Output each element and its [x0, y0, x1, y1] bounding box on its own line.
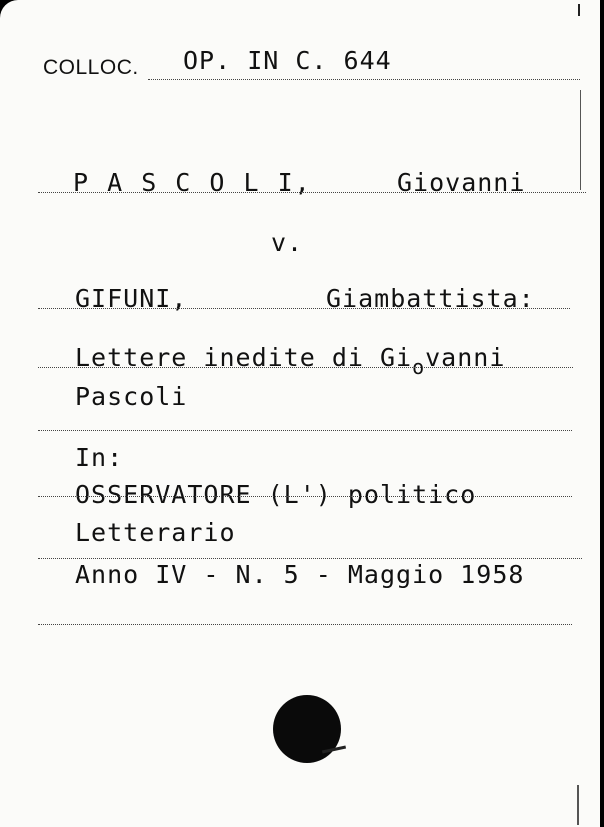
rule-line	[38, 192, 586, 193]
rule-line	[38, 558, 582, 559]
edge-mark	[577, 785, 579, 825]
rule-line	[38, 367, 573, 368]
title-line-1-sub: o	[412, 355, 426, 379]
journal-title-line-2: Letterario	[75, 518, 236, 547]
second-given-name: Giambattista:	[326, 284, 535, 313]
edge-mark	[580, 90, 581, 190]
rule-line	[38, 430, 572, 431]
punch-hole	[273, 695, 341, 763]
versus-text: v.	[271, 228, 304, 257]
title-line-1-start: Lettere inedite di Gi	[75, 343, 413, 372]
edge-mark	[578, 4, 580, 16]
rule-line	[38, 624, 572, 625]
in-label: In:	[75, 443, 124, 472]
call-number: OP. IN C. 644	[183, 46, 392, 75]
author-surname: P A S C O L I,	[73, 168, 312, 197]
title-line-1-end: vanni	[425, 343, 506, 372]
author-given-name: Giovanni	[397, 168, 526, 197]
rule-line	[148, 79, 580, 80]
colloc-label: COLLOC.	[43, 56, 139, 79]
journal-title: OSSERVATORE (L') politico	[75, 480, 477, 509]
issue-details: Anno IV - N. 5 - Maggio 1958	[75, 560, 525, 589]
rule-line	[38, 496, 572, 497]
second-surname: GIFUNI,	[75, 284, 188, 313]
title-line-2: Pascoli	[75, 382, 188, 411]
rule-line	[38, 308, 570, 309]
